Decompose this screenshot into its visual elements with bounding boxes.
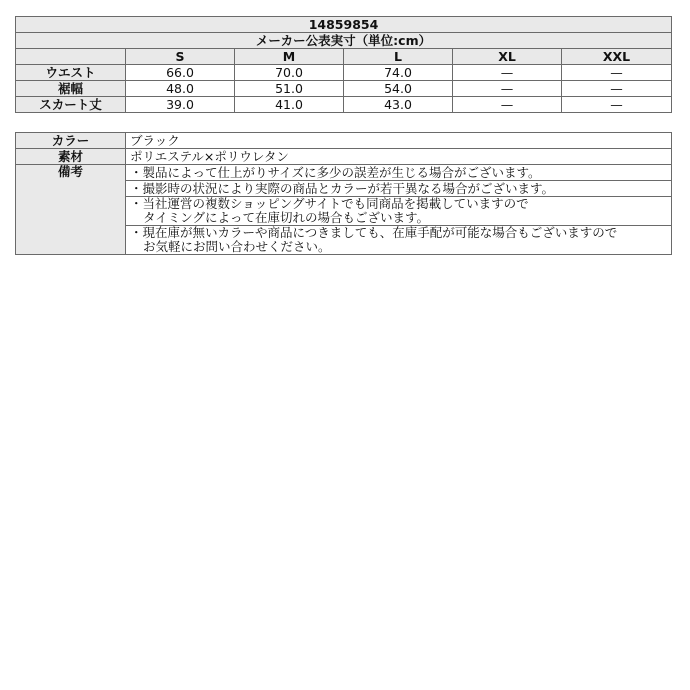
material-value: ポリエステル×ポリウレタン — [126, 149, 672, 165]
row-label-hem-width: 裾幅 — [16, 81, 126, 97]
material-label: 素材 — [16, 149, 126, 165]
size-header-row — [16, 49, 672, 65]
note-line: ・当社運営の複数ショッピングサイトでも同商品を掲載していますので — [130, 196, 529, 211]
note-item — [126, 226, 672, 255]
row-label-waist: ウエスト — [16, 65, 126, 81]
cell-value: — — [562, 81, 672, 97]
product-code: 14859854 — [16, 17, 672, 33]
table-row — [16, 65, 672, 81]
note-line: お気軽にお問い合わせください。 — [143, 239, 331, 254]
size-table-subtitle: メーカー公表実寸（単位:cm） — [16, 33, 672, 49]
color-label: カラー — [16, 133, 126, 149]
note-item — [126, 165, 672, 181]
cell-value: 74.0 — [344, 65, 453, 81]
cell-value: 70.0 — [235, 65, 344, 81]
cell-value: 54.0 — [344, 81, 453, 97]
note-line: ・製品によって仕上がりサイズに多少の誤差が生じる場合がございます。 — [130, 164, 541, 180]
size-header-xl: XL — [453, 49, 562, 65]
size-header-l: L — [344, 49, 453, 65]
note-line: ・現在庫が無いカラーや商品につきましても、在庫手配が可能な場合もございますので — [130, 225, 618, 240]
size-table — [15, 16, 672, 113]
note-item — [126, 197, 672, 226]
table-row — [16, 81, 672, 97]
info-table — [15, 132, 672, 255]
table-row — [16, 133, 672, 149]
size-header-empty — [16, 49, 126, 65]
table-row — [16, 149, 672, 165]
cell-value: 51.0 — [235, 81, 344, 97]
cell-value: 39.0 — [126, 97, 235, 113]
size-header-xxl: XXL — [562, 49, 672, 65]
note-line: タイミングによって在庫切れの場合もございます。 — [143, 210, 430, 225]
cell-value: — — [453, 81, 562, 97]
table-row — [16, 97, 672, 113]
cell-value: 43.0 — [344, 97, 453, 113]
note-item — [126, 181, 672, 197]
cell-value: 66.0 — [126, 65, 235, 81]
table-row — [16, 165, 672, 181]
note-line: ・撮影時の状況により実際の商品とカラーが若干異なる場合がございます。 — [130, 180, 555, 196]
cell-value: — — [453, 65, 562, 81]
cell-value: — — [453, 97, 562, 113]
cell-value: 41.0 — [235, 97, 344, 113]
cell-value: — — [562, 65, 672, 81]
size-header-m: M — [235, 49, 344, 65]
cell-value: — — [562, 97, 672, 113]
row-label-skirt-length: スカート丈 — [16, 97, 126, 113]
cell-value: 48.0 — [126, 81, 235, 97]
color-value: ブラック — [126, 133, 672, 149]
size-header-s: S — [126, 49, 235, 65]
notes-label: 備考 — [16, 165, 126, 255]
